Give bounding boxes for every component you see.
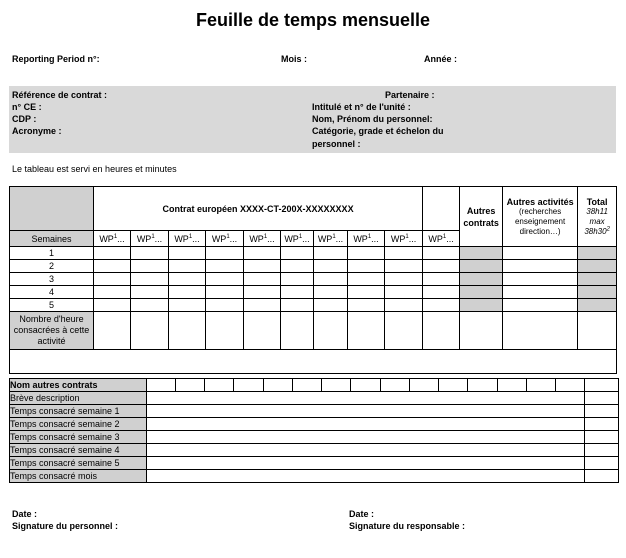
time-cell[interactable]	[147, 457, 585, 470]
total-cell	[578, 299, 617, 312]
week-row	[10, 299, 617, 312]
time-cell[interactable]	[169, 260, 206, 273]
total-detail-3: 38h30	[584, 226, 607, 236]
contract-name-cell[interactable]	[205, 379, 234, 392]
time-cell[interactable]	[314, 312, 348, 350]
time-cell[interactable]	[348, 273, 385, 286]
autres-activites-cell[interactable]	[503, 312, 578, 350]
units-note: Le tableau est servi en heures et minutes	[12, 164, 177, 174]
week-row	[10, 247, 617, 260]
total-title: Total	[586, 196, 608, 207]
autres-activites-title: Autres activités	[506, 196, 574, 207]
time-cell[interactable]	[244, 247, 281, 260]
reference-label: Référence de contrat :	[12, 90, 108, 100]
week-number: 3	[10, 273, 94, 286]
time-cell[interactable]	[585, 444, 619, 457]
time-cell[interactable]	[244, 286, 281, 299]
contract-name-cell[interactable]	[527, 379, 556, 392]
time-cell[interactable]	[147, 405, 585, 418]
wp-header: $WP^1$...	[244, 231, 281, 247]
time-cell[interactable]	[169, 286, 206, 299]
time-cell[interactable]	[423, 299, 460, 312]
time-cell[interactable]	[206, 286, 244, 299]
time-cell[interactable]	[585, 470, 619, 483]
time-cell[interactable]	[131, 299, 169, 312]
time-cell[interactable]	[385, 299, 423, 312]
time-cell[interactable]	[423, 273, 460, 286]
time-cell[interactable]	[314, 260, 348, 273]
time-cell[interactable]	[281, 260, 314, 273]
total-detail-2: max	[589, 216, 605, 226]
time-cell[interactable]	[169, 247, 206, 260]
time-cell[interactable]	[314, 286, 348, 299]
other-contracts-table	[9, 378, 619, 483]
contract-name-cell[interactable]	[498, 379, 527, 392]
time-cell[interactable]	[206, 273, 244, 286]
autres-activites-cell[interactable]	[503, 299, 578, 312]
total-cell[interactable]	[578, 312, 617, 350]
time-cell[interactable]	[348, 260, 385, 273]
time-cell[interactable]	[169, 273, 206, 286]
autres-contrats-header: Autres contrats	[460, 187, 503, 247]
time-cell[interactable]	[206, 299, 244, 312]
time-cell[interactable]	[423, 312, 460, 350]
wp-header: $WP^1$...	[314, 231, 348, 247]
autres-contrats-cell	[460, 286, 503, 299]
wp-header: $WP^1$...	[281, 231, 314, 247]
time-cell[interactable]	[94, 260, 131, 273]
other-row-label: Temps consacré semaine 3	[10, 431, 147, 444]
time-cell[interactable]	[281, 286, 314, 299]
page-title: Feuille de temps mensuelle	[195, 10, 431, 30]
time-cell[interactable]	[147, 470, 585, 483]
contract-name-cell[interactable]	[176, 379, 205, 392]
reporting-period-label: Reporting Period n°:	[12, 54, 100, 64]
time-cell[interactable]	[131, 273, 169, 286]
total-detail-1: 38h11	[586, 206, 608, 216]
time-cell[interactable]	[423, 286, 460, 299]
autres-contrats-cell	[460, 299, 503, 312]
cdp-label: CDP :	[12, 114, 37, 124]
time-cell[interactable]	[281, 312, 314, 350]
contract-name-cell[interactable]	[351, 379, 381, 392]
time-cell[interactable]	[131, 312, 169, 350]
total-cell	[578, 286, 617, 299]
contract-name-cell[interactable]	[468, 379, 498, 392]
wp-header: $WP^1$...	[385, 231, 423, 247]
spacer-row	[10, 350, 617, 374]
time-cell[interactable]	[423, 247, 460, 260]
week-number: 4	[10, 286, 94, 299]
time-cell[interactable]	[314, 299, 348, 312]
time-cell[interactable]	[348, 247, 385, 260]
date-left-label: Date :	[12, 509, 38, 519]
contract-name-cell[interactable]	[234, 379, 264, 392]
time-cell[interactable]	[147, 431, 585, 444]
contract-name-cell[interactable]	[410, 379, 439, 392]
time-cell[interactable]	[147, 444, 585, 457]
time-cell[interactable]	[206, 312, 244, 350]
time-cell[interactable]	[314, 273, 348, 286]
total-sup: 2	[606, 225, 610, 232]
mois-label: Mois :	[281, 54, 307, 64]
other-row-label: Temps consacré mois	[10, 470, 147, 483]
other-row-label: Temps consacré semaine 5	[10, 457, 147, 470]
wp-header: $WP^1$...	[206, 231, 244, 247]
semaines-header: Semaines	[10, 231, 94, 247]
total-cell	[578, 260, 617, 273]
time-cell[interactable]	[206, 247, 244, 260]
time-cell[interactable]	[385, 286, 423, 299]
wp-header: $WP^1$...	[94, 231, 131, 247]
time-cell[interactable]	[131, 247, 169, 260]
time-cell[interactable]	[94, 286, 131, 299]
week-number: 2	[10, 260, 94, 273]
time-cell[interactable]	[169, 312, 206, 350]
signature-responsable-label: Signature du responsable :	[349, 521, 466, 531]
time-cell[interactable]	[244, 260, 281, 273]
other-row-label: Temps consacré semaine 4	[10, 444, 147, 457]
autres-activites-cell[interactable]	[503, 247, 578, 260]
time-cell[interactable]	[94, 312, 131, 350]
time-cell[interactable]	[585, 418, 619, 431]
time-cell[interactable]	[281, 273, 314, 286]
time-cell[interactable]	[169, 299, 206, 312]
description-cell[interactable]	[585, 392, 619, 405]
week-row	[10, 286, 617, 299]
corner-cell	[10, 187, 94, 231]
autres-activites-header	[503, 187, 578, 247]
time-cell[interactable]	[385, 273, 423, 286]
week-number: 1	[10, 247, 94, 260]
contract-name-cell[interactable]	[381, 379, 410, 392]
nom-label: Nom, Prénom du personnel:	[312, 114, 433, 124]
time-cell[interactable]	[244, 312, 281, 350]
week-row	[10, 273, 617, 286]
signature-personnel-label: Signature du personnel :	[12, 521, 119, 531]
nombre-heures-label: Nombre d'heure consacrées à cette activité	[10, 312, 94, 350]
time-cell[interactable]	[244, 273, 281, 286]
wp-header: $WP^1$...	[348, 231, 385, 247]
autres-activites-cell[interactable]	[503, 286, 578, 299]
time-cell[interactable]	[423, 260, 460, 273]
time-cell[interactable]	[131, 286, 169, 299]
other-contracts-header: Nom autres contrats	[10, 379, 147, 392]
ce-label: n° CE :	[12, 102, 42, 112]
wp-header: $WP^1$...	[131, 231, 169, 247]
time-cell[interactable]	[206, 260, 244, 273]
total-cell	[578, 273, 617, 286]
time-cell[interactable]	[385, 247, 423, 260]
week-row	[10, 260, 617, 273]
intitule-label: Intitulé et n° de l'unité :	[312, 102, 411, 112]
categorie-label: Catégorie, grade et échelon du	[312, 126, 444, 136]
autres-contrats-cell	[460, 247, 503, 260]
time-cell[interactable]	[585, 457, 619, 470]
categorie-label-2: personnel :	[312, 139, 361, 149]
time-cell[interactable]	[281, 247, 314, 260]
time-cell[interactable]	[131, 260, 169, 273]
contract-name-cell[interactable]	[264, 379, 293, 392]
other-row-label: Temps consacré semaine 1	[10, 405, 147, 418]
hours-total-row	[10, 312, 617, 350]
autres-activites-cell[interactable]	[503, 260, 578, 273]
time-cell[interactable]	[385, 260, 423, 273]
time-cell[interactable]	[348, 286, 385, 299]
time-cell[interactable]	[348, 312, 385, 350]
annee-label: Année :	[424, 54, 458, 64]
partenaire-label: Partenaire :	[385, 90, 435, 100]
time-cell[interactable]	[94, 247, 131, 260]
contract-name-cell[interactable]	[439, 379, 468, 392]
total-header	[578, 187, 617, 247]
autres-contrats-cell	[460, 273, 503, 286]
time-cell[interactable]	[585, 405, 619, 418]
time-cell[interactable]	[147, 418, 585, 431]
contract-name-cell[interactable]	[585, 379, 619, 392]
time-cell[interactable]	[348, 299, 385, 312]
spacer-cell	[10, 350, 617, 374]
contract-name-cell[interactable]	[322, 379, 351, 392]
wp-header: $WP^1$...	[169, 231, 206, 247]
time-cell[interactable]	[94, 273, 131, 286]
autres-activites-detail: (recherches enseignement direction…)	[514, 206, 566, 236]
timesheet-table	[9, 186, 617, 374]
contract-header: Contrat européen XXXX-CT-200X-XXXXXXXX	[94, 187, 423, 231]
time-cell[interactable]	[244, 299, 281, 312]
total-cell	[578, 247, 617, 260]
autres-activites-cell[interactable]	[503, 273, 578, 286]
week-number: 5	[10, 299, 94, 312]
description-cell[interactable]	[147, 392, 585, 405]
contract-name-cell[interactable]	[293, 379, 322, 392]
contract-name-cell[interactable]	[556, 379, 585, 392]
time-cell[interactable]	[585, 431, 619, 444]
time-cell[interactable]	[314, 247, 348, 260]
other-row-label: Temps consacré semaine 2	[10, 418, 147, 431]
acronyme-label: Acronyme :	[12, 126, 62, 136]
wp-header: $WP^1$...	[423, 231, 460, 247]
date-right-label: Date :	[349, 509, 375, 519]
time-cell[interactable]	[385, 312, 423, 350]
time-cell[interactable]	[281, 299, 314, 312]
autres-contrats-cell[interactable]	[460, 312, 503, 350]
contract-name-cell[interactable]	[147, 379, 176, 392]
other-row-label: Brève description	[10, 392, 147, 405]
autres-contrats-cell	[460, 260, 503, 273]
contract-header-extra	[423, 187, 460, 231]
time-cell[interactable]	[94, 299, 131, 312]
